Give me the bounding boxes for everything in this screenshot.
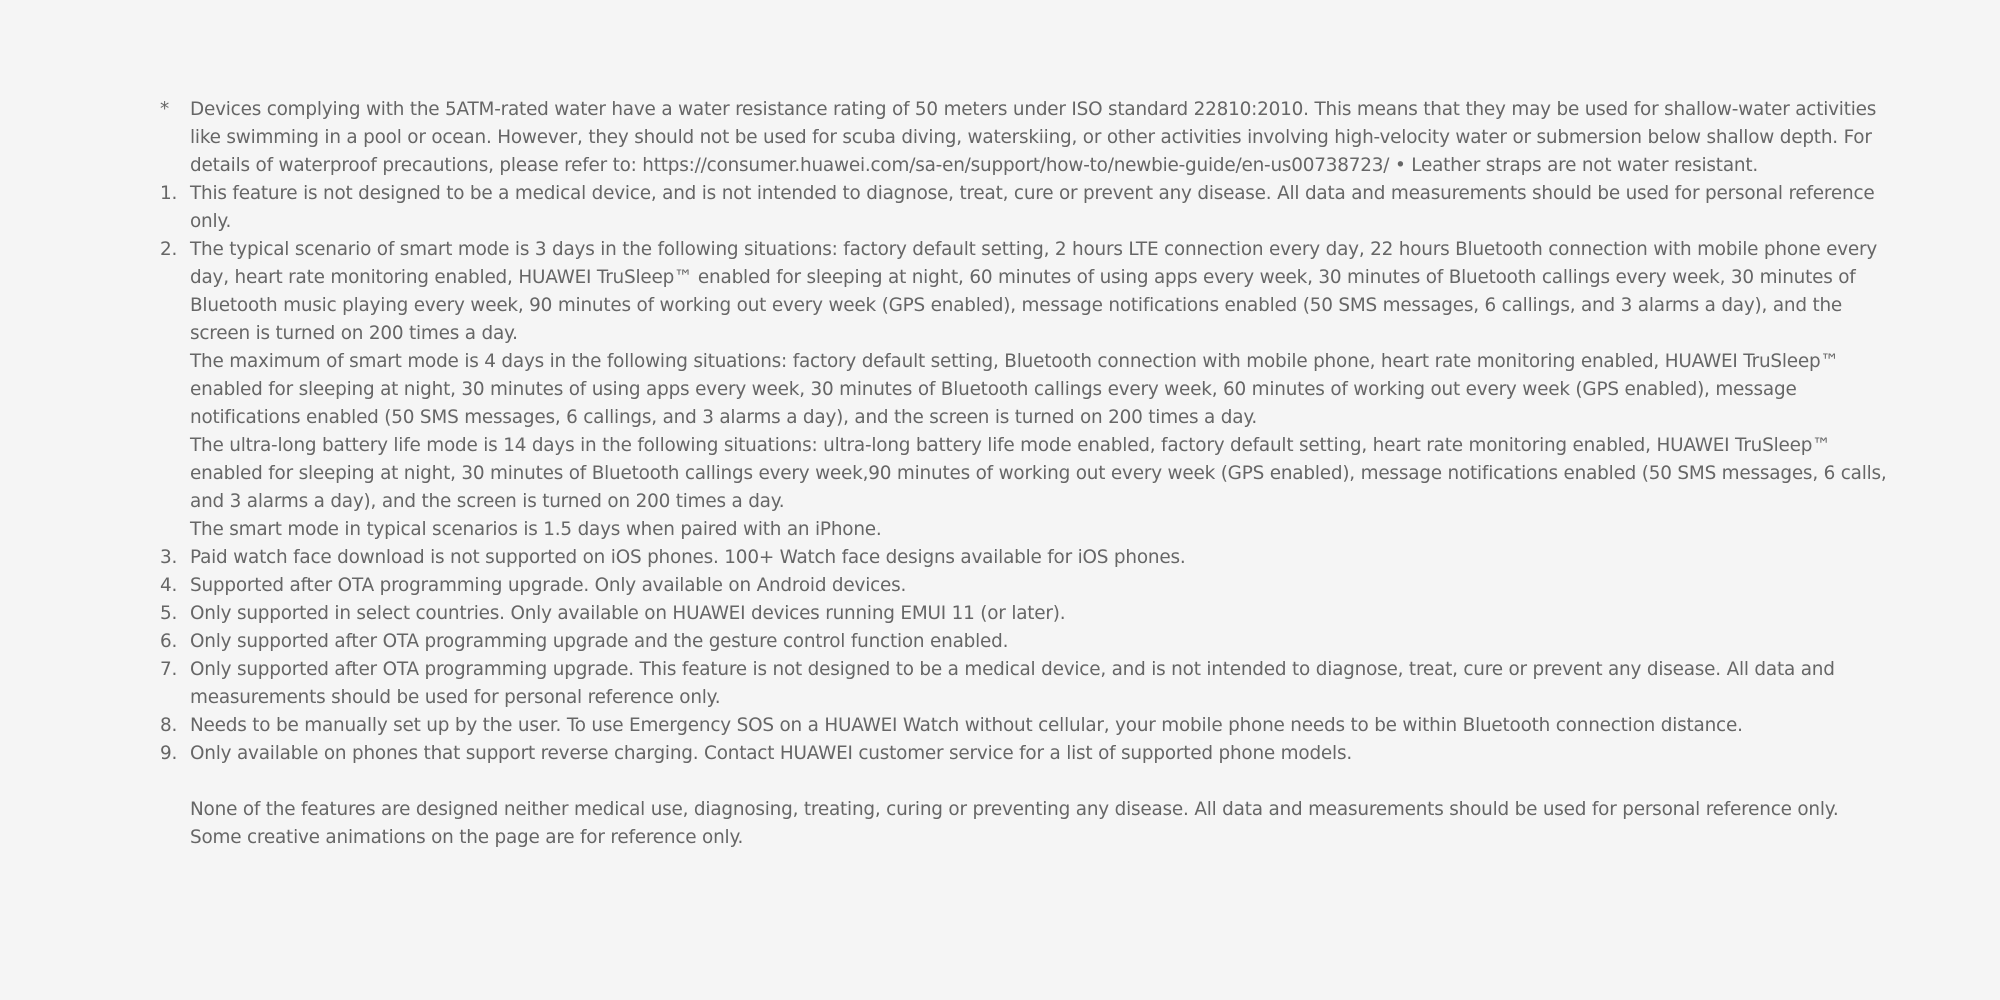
- footnote-paragraph: The maximum of smart mode is 4 days in the following situations: factory default setting, Bluetooth connection with mobile phone, heart rate monitoring enabled, HUAWEI TruSleep™ enabled for sleeping at night, 30 minutes of using apps every week, 30 minutes of Bluetooth callings every week, 60 minutes of working out every week (GPS enabled), message notifications enabled (50 SMS messages, 6 callings, and 3 alarms a day), and the screen is turned on 200 times a day.: [190, 351, 1839, 428]
- footnote-paragraph: The ultra-long battery life mode is 14 days in the following situations: ultra-long battery life mode enabled, factory default setting, heart rate monitoring enabled, HUAWEI TruSleep™ enabled for sleeping at night, 30 minutes of Bluetooth callings every week,90 minutes of working out every week (GPS enabled), message notifications enabled (50 SMS messages, 6 calls, and 3 alarms a day), and the screen is turned on 200 times a day.: [190, 435, 1887, 512]
- footnote-text: [190, 712, 1900, 740]
- footnote-item: [160, 740, 1900, 768]
- footnote-list: [160, 96, 1900, 768]
- footnote-marker: *: [160, 99, 169, 120]
- footnote-paragraph: Devices complying with the 5ATM-rated water have a water resistance rating of 50 meters under ISO standard 22810:2010. This means that they may be used for shallow-water activities like swimming in a pool or ocean. However, they should not be used for scuba diving, waterskiing, or other activities involving high-velocity water or submersion below shallow depth. For details of waterproof precautions, please refer to: https://consumer.huawei.com/sa-en/support/how-to/newbie-guide/en-us00738723/ • Leather straps are not water resistant.: [190, 99, 1877, 176]
- footnote-text: [190, 236, 1900, 544]
- footnote-item: [160, 180, 1900, 236]
- footnote-item: [160, 628, 1900, 656]
- footnote-marker: 6.: [160, 631, 178, 652]
- closing-statement: [160, 796, 1900, 852]
- footnote-text: [190, 96, 1900, 180]
- closing-line: Some creative animations on the page are for reference only.: [190, 827, 744, 848]
- footnote-text: [190, 572, 1900, 600]
- footnote-paragraph: Only supported in select countries. Only available on HUAWEI devices running EMUI 11 (or later).: [190, 603, 1066, 624]
- footnote-marker: 9.: [160, 743, 178, 764]
- footnote-marker: 3.: [160, 547, 178, 568]
- footnote-paragraph: This feature is not designed to be a medical device, and is not intended to diagnose, treat, cure or prevent any disease. All data and measurements should be used for personal reference only.: [190, 183, 1875, 232]
- footnote-text: [190, 656, 1900, 712]
- footnote-text: [190, 544, 1900, 572]
- footnote-item: [160, 656, 1900, 712]
- closing-line: None of the features are designed neither medical use, diagnosing, treating, curing or preventing any disease. All data and measurements should be used for personal reference only.: [190, 799, 1839, 820]
- footnote-item: [160, 96, 1900, 180]
- footnote-text: [190, 600, 1900, 628]
- footnote-paragraph: Supported after OTA programming upgrade. Only available on Android devices.: [190, 575, 907, 596]
- footnote-marker: 7.: [160, 659, 178, 680]
- footnote-paragraph: The typical scenario of smart mode is 3 days in the following situations: factory default setting, 2 hours LTE connection every day, 22 hours Bluetooth connection with mobile phone every day, heart rate monitoring enabled, HUAWEI TruSleep™ enabled for sleeping at night, 60 minutes of using apps every week, 30 minutes of Bluetooth callings every week, 30 minutes of Bluetooth music playing every week, 90 minutes of working out every week (GPS enabled), message notifications enabled (50 SMS messages, 6 callings, and 3 alarms a day), and the screen is turned on 200 times a day.: [190, 239, 1878, 344]
- footnote-item: [160, 236, 1900, 544]
- footnote-text: [190, 628, 1900, 656]
- footnote-paragraph: Only supported after OTA programming upgrade and the gesture control function enabled.: [190, 631, 1009, 652]
- footnote-marker: 2.: [160, 239, 178, 260]
- footnote-paragraph: Only available on phones that support reverse charging. Contact HUAWEI customer service for a list of supported phone models.: [190, 743, 1352, 764]
- footnote-marker: 1.: [160, 183, 178, 204]
- footnote-item: [160, 544, 1900, 572]
- footnote-text: [190, 180, 1900, 236]
- footnote-marker: 4.: [160, 575, 178, 596]
- footnote-paragraph: Paid watch face download is not supported on iOS phones. 100+ Watch face designs available for iOS phones.: [190, 547, 1186, 568]
- footnote-marker: 5.: [160, 603, 178, 624]
- footnote-item: [160, 600, 1900, 628]
- footnote-item: [160, 572, 1900, 600]
- disclaimer-footnotes: [160, 96, 1900, 852]
- footnote-marker: 8.: [160, 715, 178, 736]
- footnote-paragraph: The smart mode in typical scenarios is 1.5 days when paired with an iPhone.: [190, 519, 882, 540]
- footnote-text: [190, 740, 1900, 768]
- footnote-paragraph: Only supported after OTA programming upgrade. This feature is not designed to be a medical device, and is not intended to diagnose, treat, cure or prevent any disease. All data and measurements should be used for personal reference only.: [190, 659, 1835, 708]
- footnote-paragraph: Needs to be manually set up by the user. To use Emergency SOS on a HUAWEI Watch without cellular, your mobile phone needs to be within Bluetooth connection distance.: [190, 715, 1743, 736]
- footnote-item: [160, 712, 1900, 740]
